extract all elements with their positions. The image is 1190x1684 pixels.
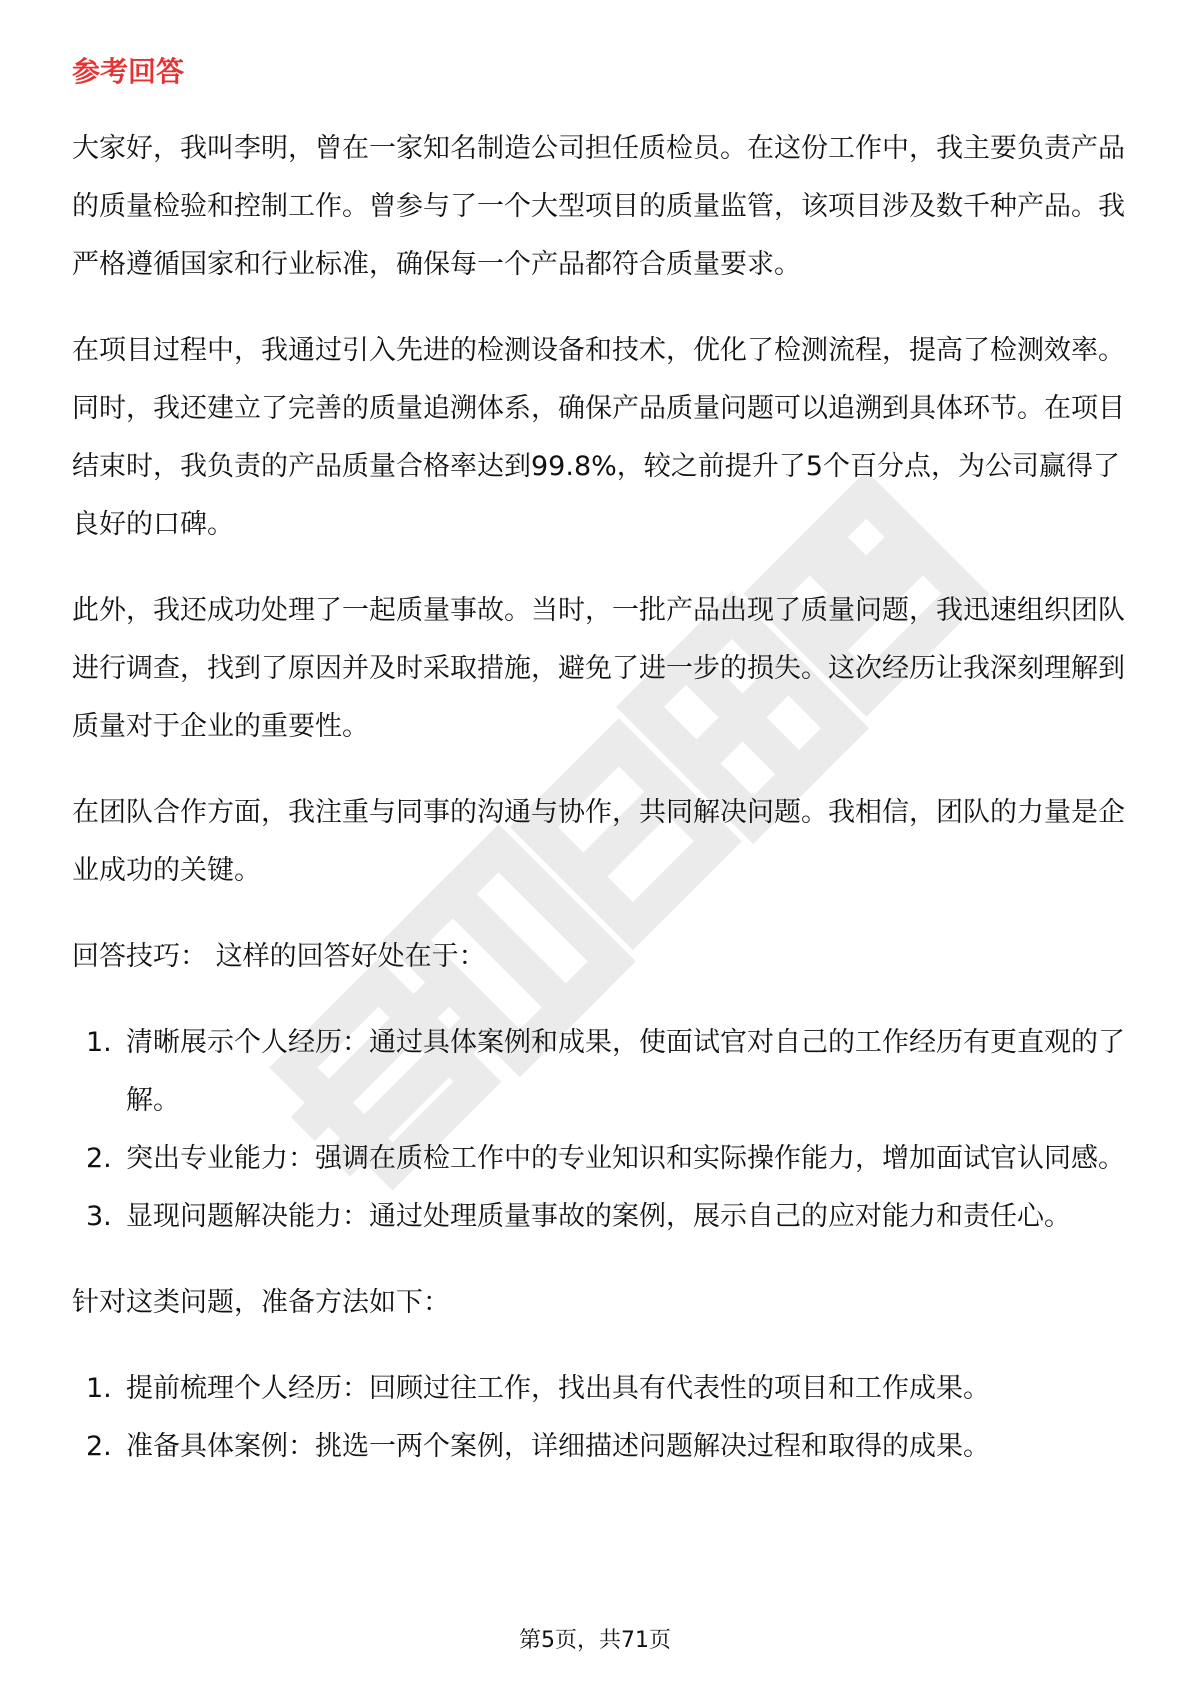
list-item-text: 显现问题解决能力：通过处理质量事故的案例，展示自己的应对能力和责任心。 — [126, 1201, 1071, 1232]
list-item-number: 3. — [86, 1201, 112, 1232]
answer-paragraph-4: 在团队合作方面，我注重与同事的沟通与协作，共同解决问题。我相信，团队的力量是企业成功的关键。 — [72, 797, 1125, 886]
tips-list — [72, 1014, 1132, 1246]
list-item — [72, 1130, 1132, 1188]
page-number-footer: 第5页，共71页 — [519, 1628, 671, 1653]
list-item-number: 1. — [86, 1373, 112, 1404]
list-item — [72, 1360, 1132, 1418]
answer-paragraph-2: 在项目过程中，我通过引入先进的检测设备和技术，优化了检测流程，提高了检测效率。同时，我还建立了完善的质量追溯体系，确保产品质量问题可以追溯到具体环节。在项目结束时，我负责的产品质量合格率达到99.8%，较之前提升了5个百分点，为公司赢得了良好的口碑。 — [72, 335, 1125, 540]
section-title: 参考回答 — [72, 55, 185, 88]
list-item-text: 提前梳理个人经历：回顾过往工作，找出具有代表性的项目和工作成果。 — [126, 1373, 990, 1404]
list-item-text: 清晰展示个人经历：通过具体案例和成果，使面试官对自己的工作经历有更直观的了解。 — [126, 1027, 1125, 1116]
list-item-text: 突出专业能力：强调在质检工作中的专业知识和实际操作能力，增加面试官认同感。 — [126, 1143, 1125, 1174]
list-item-number: 2. — [86, 1143, 112, 1174]
list-item-number: 1. — [86, 1027, 112, 1058]
answer-paragraph-1: 大家好，我叫李明，曾在一家知名制造公司担任质检员。在这份工作中，我主要负责产品的质量检验和控制工作。曾参与了一个大型项目的质量监管，该项目涉及数千种产品。我严格遵循国家和行业标准，确保每一个产品都符合质量要求。 — [72, 133, 1125, 280]
list-item — [72, 1188, 1132, 1246]
list-item — [72, 1418, 1132, 1476]
prep-list — [72, 1360, 1132, 1476]
tips-heading: 回答技巧： 这样的回答好处在于： — [72, 941, 486, 972]
list-item — [72, 1014, 1132, 1130]
list-item-number: 2. — [86, 1431, 112, 1462]
list-item-text: 准备具体案例：挑选一两个案例，详细描述问题解决过程和取得的成果。 — [126, 1431, 990, 1462]
answer-content — [72, 120, 1132, 1504]
prep-heading: 针对这类问题，准备方法如下： — [72, 1287, 450, 1318]
answer-paragraph-3: 此外，我还成功处理了一起质量事故。当时，一批产品出现了质量问题，我迅速组织团队进行调查，找到了原因并及时采取措施，避免了进一步的损失。这次经历让我深刻理解到质量对于企业的重要性。 — [72, 595, 1125, 742]
